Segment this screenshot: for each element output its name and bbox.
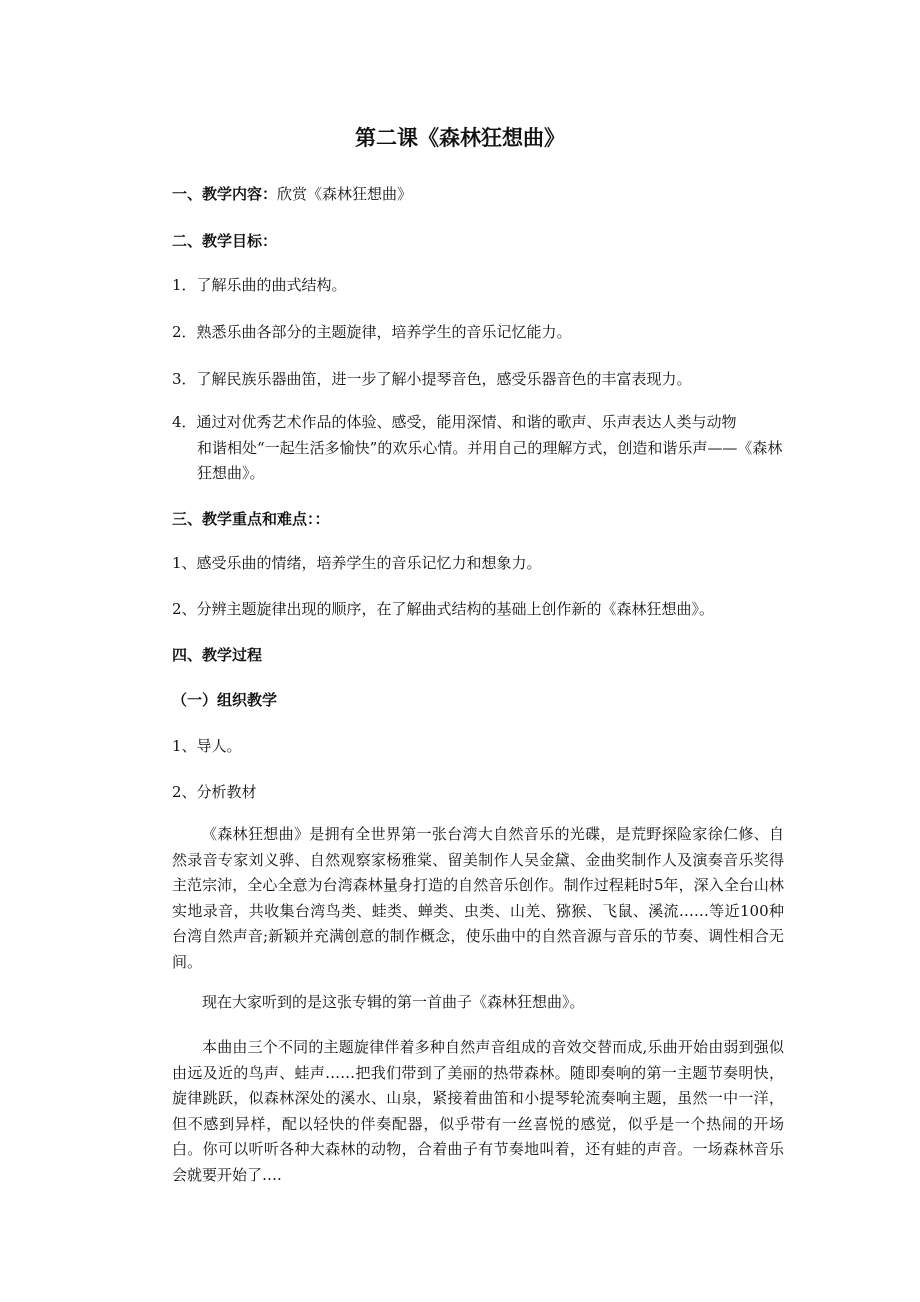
section-teaching-goals-label: 二、教学目标： bbox=[172, 232, 278, 250]
section-key-points-label: 三、教学重点和难点：： bbox=[172, 510, 330, 528]
section-label: 一、教学内容： bbox=[172, 185, 278, 203]
key-point-item: 2、分辨主题旋律出现的顺序，在了解曲式结构的基础上创作新的《森林狂想曲》。 bbox=[172, 600, 715, 618]
subsection-organize-label: （一）组织教学 bbox=[172, 691, 278, 709]
goal-item-4-continuation: 和谐相处“一起生活多愉快”的欢乐心情。并用自己的理解方式，创造和谐乐声——《森林狂想曲》。 bbox=[197, 438, 783, 483]
goal-item: 1．了解乐曲的曲式结构。 bbox=[172, 276, 347, 294]
section-teaching-process-label: 四、教学过程 bbox=[172, 646, 263, 664]
page-title: 第二课《森林狂想曲》 bbox=[355, 125, 565, 150]
paragraph-now-listening: 现在大家听到的是这张专辑的第一首曲子《森林狂想曲》。 bbox=[202, 993, 585, 1011]
section-teaching-content bbox=[172, 184, 412, 204]
goal-item: 2．熟悉乐曲各部分的主题旋律，培养学生的音乐记忆能力。 bbox=[172, 323, 572, 341]
section-text: 欣赏《森林狂想曲》 bbox=[277, 185, 413, 203]
goal-item: 3．了解民族乐器曲笛，进一步了解小提琴音色，感受乐器音色的丰富表现力。 bbox=[172, 370, 692, 388]
process-step: 1、导人。 bbox=[172, 737, 242, 755]
key-point-item: 1、感受乐曲的情绪，培养学生的音乐记忆力和想象力。 bbox=[172, 554, 542, 572]
goal-item-4-first-line: 4．通过对优秀艺术作品的体验、感受，能用深情、和谐的歌声、乐声表达人类与动物 bbox=[172, 413, 737, 431]
goal-item-4 bbox=[172, 410, 784, 487]
paragraph-album-intro: 《森林狂想曲》是拥有全世界第一张台湾大自然音乐的光碟，是荒野探险家徐仁修、自然录音专家刘义骅、自然观察家杨雅棠、留美制作人吴金黛、金曲奖制作人及演奏音乐奖得主范宗沛，全心全意为台湾森林量身打造的自然音乐创作。制作过程耗时5年，深入全台山林实地录音，共收集台湾鸟类、蛙类、蝉类、虫类、山羌、猕猴、飞鼠、溪流……等近100种台湾自然声音;新颖并充满创意的制作概念，使乐曲中的自然音源与音乐的节奏、调性相合无间。 bbox=[172, 825, 784, 971]
process-step: 2、分析教材 bbox=[172, 783, 257, 801]
paragraph-music-description: 本曲由三个不同的主题旋律伴着多种自然声音组成的音效交替而成,乐曲开始由弱到强似由远及近的鸟声、蛙声……把我们带到了美丽的热带森林。随即奏响的第一主题节奏明快，旋律跳跃，似森林深处的溪水、山泉，紧接着曲笛和小提琴轮流奏响主题，虽然一中一洋，但不感到异样，配以轻快的伴奏配器，似乎带有一丝喜悦的感觉，似乎是一个热闹的开场白。你可以听听各种大森林的动物，合着曲子有节奏地叫着，还有蛙的声音。一场森林音乐会就要开始了…. bbox=[172, 1038, 784, 1184]
